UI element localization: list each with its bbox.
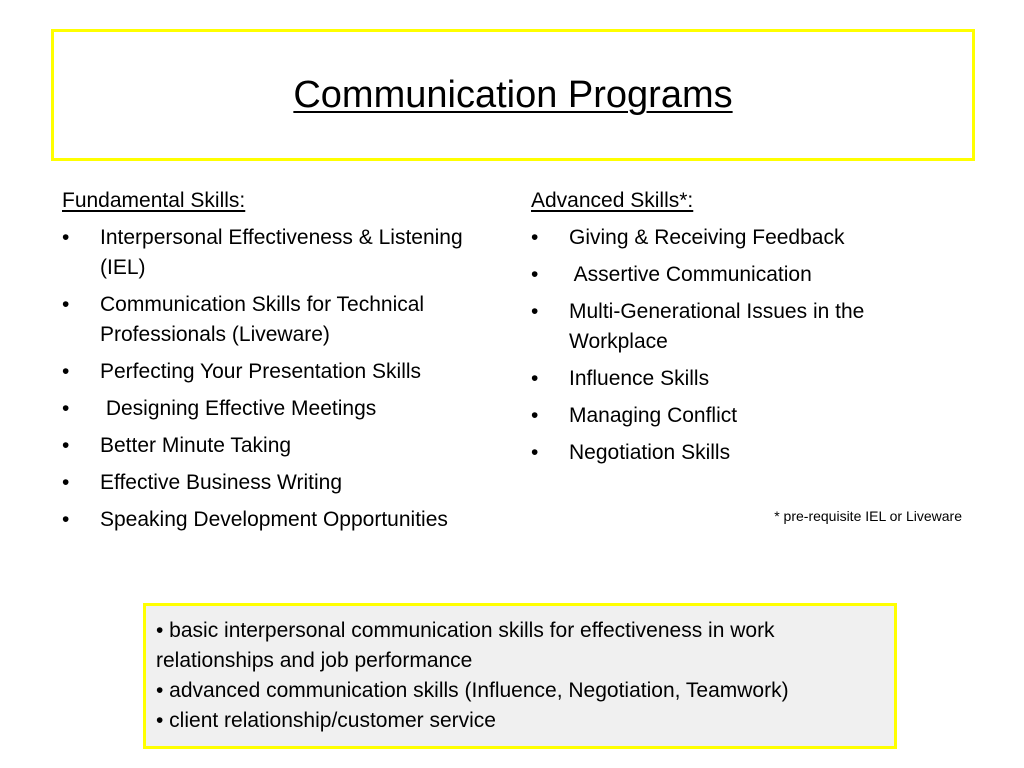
bullet-icon: • [62, 508, 70, 531]
advanced-skills-column [531, 186, 951, 475]
list-item [62, 357, 502, 387]
list-item-text: Influence Skills [569, 367, 710, 390]
bullet-icon: • [531, 263, 539, 286]
prerequisite-footnote: * pre-requisite IEL or Liveware [774, 508, 962, 524]
list-item-text: Multi-Generational Issues in the Workplace [569, 300, 865, 353]
list-item-text: Managing Conflict [569, 404, 738, 427]
bullet-icon: • [531, 367, 539, 390]
list-item [62, 505, 502, 535]
bullet-icon: • [531, 226, 539, 249]
list-item [531, 297, 951, 357]
bullet-icon: • [62, 360, 70, 383]
list-item [62, 223, 502, 283]
bullet-icon: • [62, 397, 70, 420]
list-item [62, 290, 502, 350]
list-item-text: Perfecting Your Presentation Skills [100, 360, 422, 383]
list-item-text: Interpersonal Effectiveness & Listening (IEL) [100, 226, 463, 279]
list-item [62, 394, 502, 424]
summary-line: • client relationship/customer service [156, 709, 496, 732]
list-item-text: Assertive Communication [569, 263, 812, 286]
summary-line: • advanced communication skills (Influence, Negotiation, Teamwork) [156, 679, 789, 702]
list-item [531, 223, 951, 253]
bullet-icon: • [531, 300, 539, 323]
list-item-text: Giving & Receiving Feedback [569, 226, 845, 249]
list-item [531, 401, 951, 431]
summary-line: • basic interpersonal communication skills for effectiveness in work relationships and job performance [156, 619, 775, 672]
list-item [531, 364, 951, 394]
advanced-skills-heading: Advanced Skills*: [531, 189, 694, 212]
list-item-text: Negotiation Skills [569, 441, 731, 464]
list-item-text: Speaking Development Opportunities [100, 508, 448, 531]
bullet-icon: • [62, 293, 70, 316]
list-item-text: Effective Business Writing [100, 471, 342, 494]
bullet-icon: • [531, 404, 539, 427]
list-item [62, 468, 502, 498]
bullet-icon: • [62, 434, 70, 457]
fundamental-skills-heading: Fundamental Skills: [62, 189, 246, 212]
summary-box [143, 603, 897, 749]
list-item [531, 260, 951, 290]
list-item-text: Better Minute Taking [100, 434, 292, 457]
title-box [51, 29, 975, 161]
list-item [531, 438, 951, 468]
bullet-icon: • [531, 441, 539, 464]
bullet-icon: • [62, 226, 70, 249]
list-item [62, 431, 502, 461]
advanced-skills-list [531, 223, 951, 468]
slide-title: Communication Programs [293, 73, 733, 116]
list-item-text: Communication Skills for Technical Professionals (Liveware) [100, 293, 425, 346]
bullet-icon: • [62, 471, 70, 494]
fundamental-skills-list [62, 223, 502, 535]
fundamental-skills-column [62, 186, 502, 542]
list-item-text: Designing Effective Meetings [100, 397, 377, 420]
